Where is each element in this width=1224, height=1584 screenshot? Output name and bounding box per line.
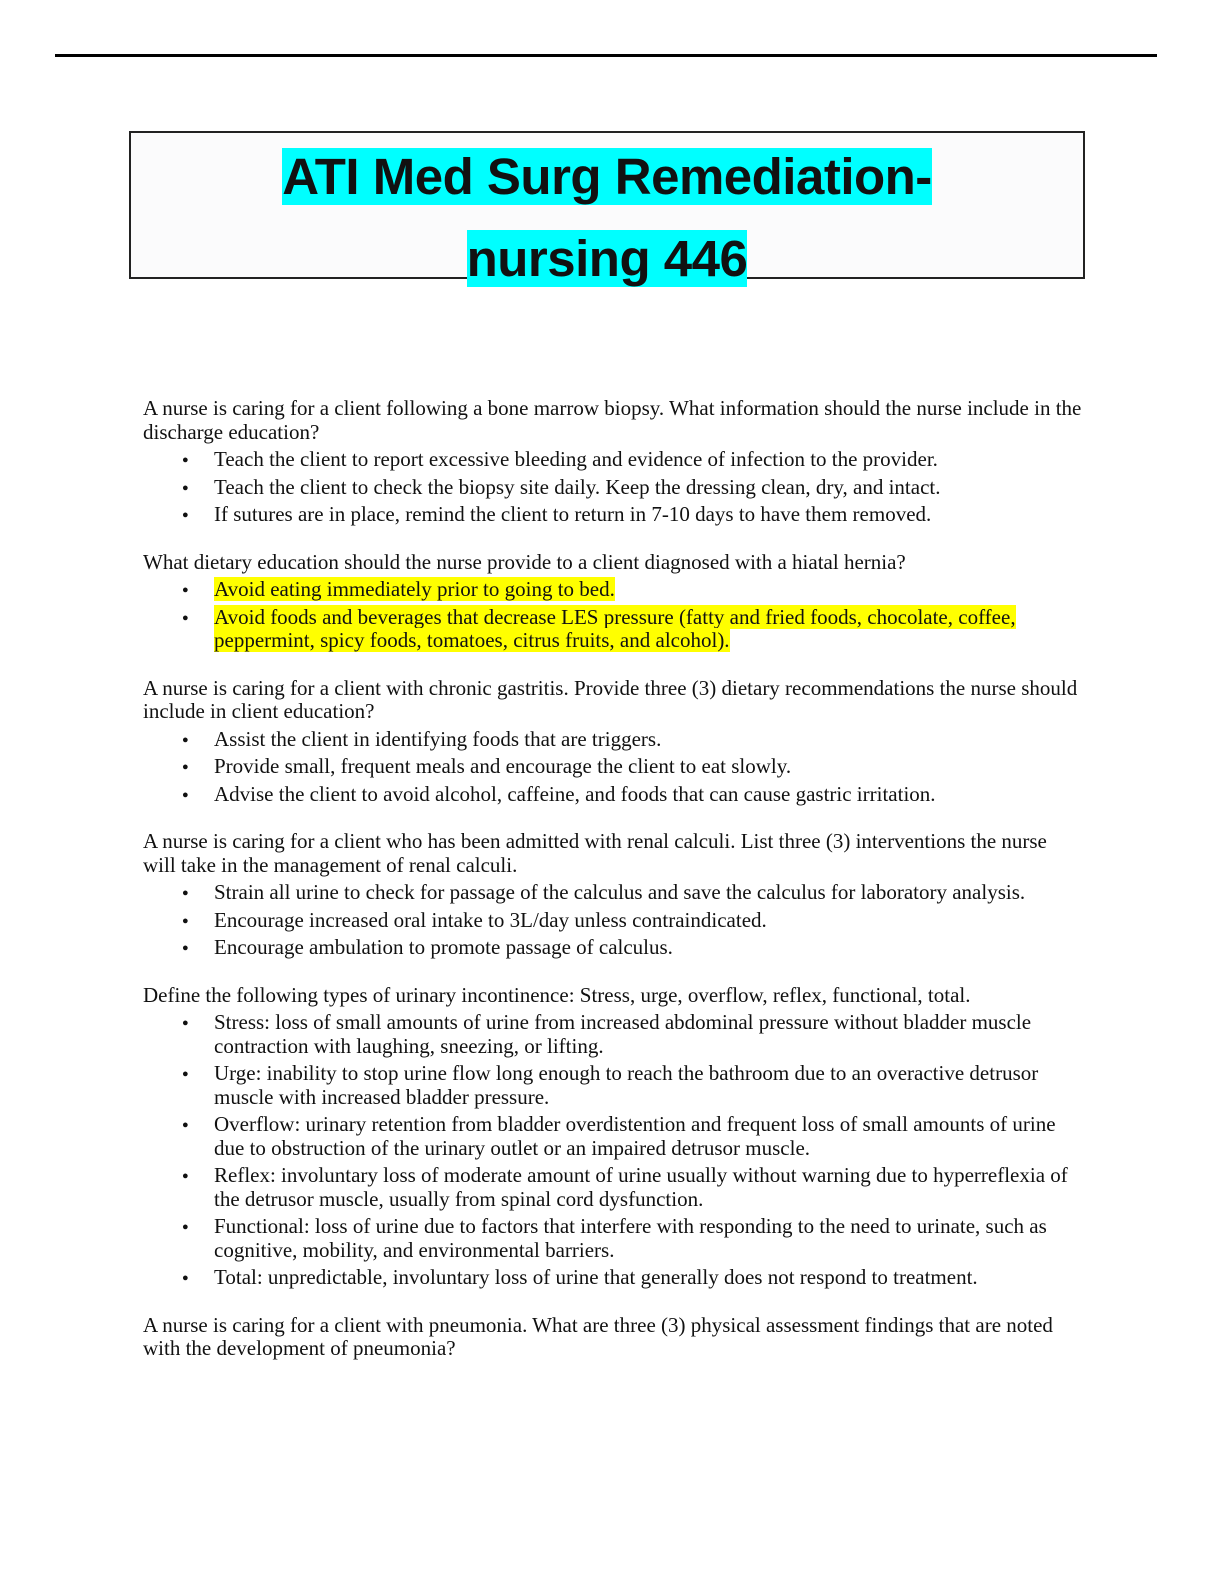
bullet-icon: ● [182, 1068, 189, 1080]
answer-item [143, 448, 1083, 472]
answer-list [143, 1011, 1083, 1290]
answer-list [143, 881, 1083, 960]
answer-item [143, 1215, 1083, 1262]
answer-text: Encourage increased oral intake to 3L/day unless contraindicated. [214, 907, 767, 932]
bullet-icon: ● [182, 1017, 189, 1029]
answer-text: Urge: inability to stop urine flow long enough to reach the bathroom due to an overactive detrusor muscle with increased bladder pressure. [214, 1061, 1039, 1109]
answer-item [143, 1011, 1083, 1058]
bullet-icon: ● [182, 1221, 189, 1233]
answer-item [143, 1113, 1083, 1160]
bullet-icon: ● [182, 454, 189, 466]
bullet-icon: ● [182, 1170, 189, 1182]
answer-list [143, 578, 1083, 653]
qa-section [143, 984, 1083, 1290]
answer-text: Stress: loss of small amounts of urine from increased abdominal pressure without bladder muscle contraction with laughing, sneezing, or lifting. [214, 1010, 1032, 1058]
qa-section [143, 1314, 1083, 1361]
title-line-2: nursing 446 [466, 230, 748, 287]
bullet-icon: ● [182, 584, 189, 596]
top-rule [55, 54, 1157, 57]
answer-item [143, 909, 1083, 933]
answer-item [143, 503, 1083, 527]
bullet-icon: ● [182, 733, 189, 746]
qa-section [143, 830, 1083, 960]
bullet-icon: ● [182, 481, 189, 494]
document-body [143, 397, 1083, 1385]
question: What dietary education should the nurse provide to a client diagnosed with a hiatal hernia? [143, 549, 906, 574]
answer-text: Provide small, frequent meals and encourage the client to eat slowly. [214, 754, 792, 778]
bullet-icon: ● [182, 914, 189, 927]
title-line-1: ATI Med Surg Remediation- [282, 148, 932, 205]
answer-text: Advise the client to avoid alcohol, caffeine, and foods that can cause gastric irritation. [214, 781, 936, 806]
bullet-icon: ● [182, 788, 189, 801]
bullet-icon: ● [182, 1119, 189, 1131]
answer-text: Assist the client in identifying foods that are triggers. [214, 726, 662, 751]
title-box [129, 131, 1085, 287]
answer-list [143, 728, 1083, 807]
answer-item [143, 606, 1083, 653]
bullet-icon: ● [182, 611, 189, 624]
answer-text: Encourage ambulation to promote passage of calculus. [214, 935, 673, 959]
answer-text-highlighted: Avoid foods and beverages that decrease LES pressure (fatty and fried foods, chocolate, coffee, peppermint, spicy foods, tomatoes, citrus fruits, and alcohol). [214, 604, 1016, 652]
answer-text: Teach the client to check the biopsy site daily. Keep the dressing clean, dry, and intact. [214, 474, 941, 499]
answer-item [143, 936, 1083, 960]
bullet-icon: ● [182, 942, 189, 954]
answer-text: Reflex: involuntary loss of moderate amount of urine usually without warning due to hyperreflexia of the detrusor muscle, usually from spinal cord dysfunction. [214, 1163, 1068, 1211]
answer-text: If sutures are in place, remind the client to return in 7-10 days to have them removed. [214, 502, 932, 526]
answer-item [143, 783, 1083, 807]
answer-item [143, 578, 1083, 602]
qa-section [143, 397, 1083, 527]
question: A nurse is caring for a client following a bone marrow biopsy. What information should the nurse include in the discharge education? [143, 396, 1082, 444]
question: Define the following types of urinary incontinence: Stress, urge, overflow, reflex, functional, total. [143, 982, 971, 1007]
answer-item [143, 1062, 1083, 1109]
bullet-icon: ● [182, 1272, 189, 1284]
answer-item [143, 728, 1083, 752]
question: A nurse is caring for a client with chronic gastritis. Provide three (3) dietary recommendations the nurse should include in client education? [143, 675, 1078, 723]
answer-text: Total: unpredictable, involuntary loss of urine that generally does not respond to treatment. [214, 1265, 978, 1289]
bullet-icon: ● [182, 509, 189, 521]
answer-item [143, 1266, 1083, 1290]
answer-list [143, 448, 1083, 527]
answer-text: Overflow: urinary retention from bladder overdistention and frequent loss of small amounts of urine due to obstruction of the urinary outlet or an impaired detrusor muscle. [214, 1112, 1056, 1160]
qa-section [143, 551, 1083, 653]
qa-section [143, 677, 1083, 807]
bullet-icon: ● [182, 761, 189, 773]
answer-item [143, 881, 1083, 905]
answer-item [143, 476, 1083, 500]
answer-text: Functional: loss of urine due to factors that interfere with responding to the need to urinate, such as cognitive, mobility, and environmental barriers. [214, 1214, 1047, 1262]
answer-text: Strain all urine to check for passage of the calculus and save the calculus for laboratory analysis. [214, 880, 1026, 904]
bullet-icon: ● [182, 887, 189, 899]
answer-item [143, 755, 1083, 779]
answer-text: Teach the client to report excessive bleeding and evidence of infection to the provider. [214, 447, 938, 471]
answer-item [143, 1164, 1083, 1211]
question: A nurse is caring for a client who has been admitted with renal calculi. List three (3) interventions the nurse will take in the management of renal calculi. [143, 829, 1047, 877]
question: A nurse is caring for a client with pneumonia. What are three (3) physical assessment findings that are noted with the development of pneumonia? [143, 1312, 1053, 1360]
answer-text-highlighted: Avoid eating immediately prior to going to bed. [214, 577, 615, 601]
